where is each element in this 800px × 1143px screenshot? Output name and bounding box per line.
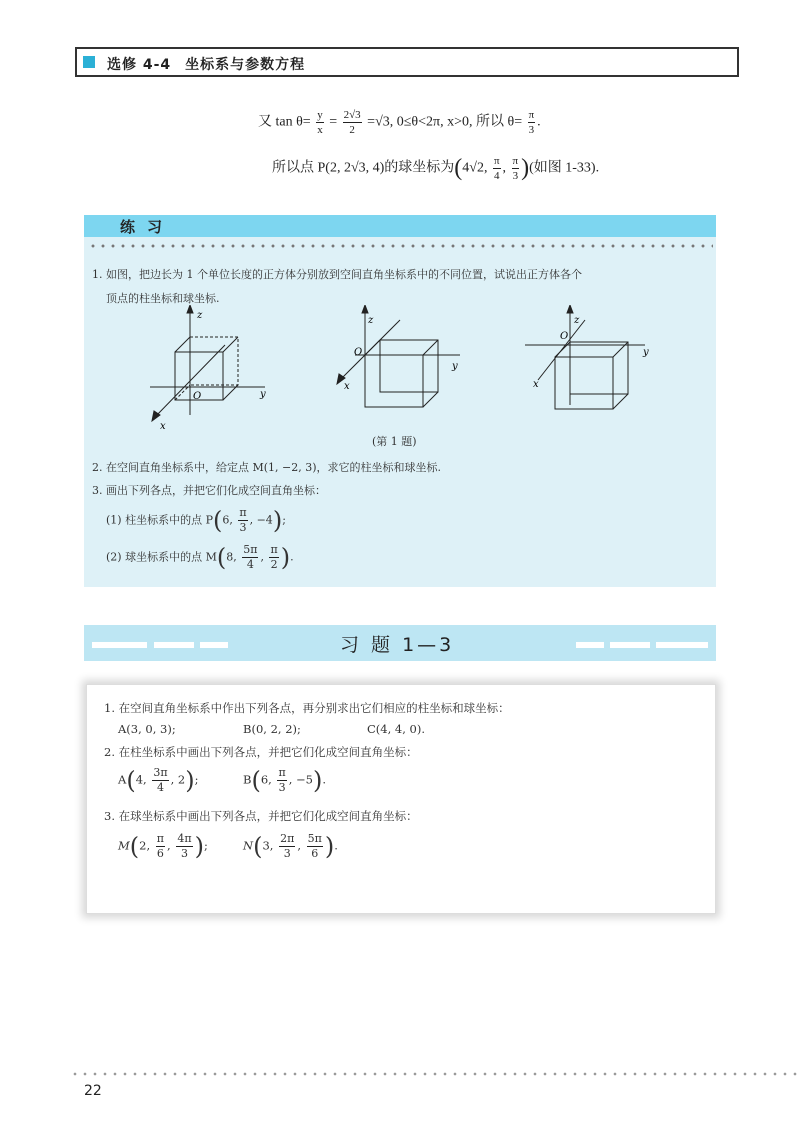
ex-text: (2) 球坐标系中的点 M: [106, 550, 217, 564]
fraction: [279, 832, 295, 861]
cube-edge: [423, 340, 438, 355]
den: 4: [246, 558, 254, 571]
axis-label-x: x: [533, 379, 539, 390]
z-arrow: [362, 305, 368, 313]
den: 6: [156, 847, 164, 860]
axis-label-y: y: [643, 347, 649, 358]
num: π: [512, 155, 519, 167]
problems-frame: [86, 684, 716, 914]
problem-2-point-a: A(4, $\frac{3\pi}{4}$ , 2);: [118, 766, 199, 795]
pr-text: M: [118, 838, 130, 853]
fraction: [277, 766, 286, 795]
num: π: [278, 766, 286, 779]
page-number: 22: [84, 1083, 102, 1099]
pr-text: B: [243, 772, 252, 787]
exercise-q1-line2: 顶点的柱坐标和球坐标.: [106, 292, 220, 305]
exercise-q3-1: (1) 柱坐标系中的点 P(6, $\frac{\pi}{3}$ , −4);: [106, 506, 286, 535]
ex-text: (1) 柱坐标系中的点 P: [106, 513, 213, 527]
cube-back: [380, 340, 438, 392]
num: π: [156, 832, 165, 845]
header-square-icon: [83, 56, 95, 68]
cube-edge: [555, 342, 570, 357]
exercise-title: 练习: [120, 218, 175, 236]
num: 4π: [177, 832, 192, 845]
problem-3-point-m: M(2, $\frac{\pi}{6}$ , $\frac{4\pi}{3}$ );: [118, 832, 208, 861]
intro-text: 所以点 P(2, 2√3, 4)的球坐标为: [272, 160, 455, 176]
pr-text: A: [118, 772, 127, 787]
axis-label-z: z: [368, 315, 374, 326]
paren: (: [253, 832, 263, 861]
ex-text: 6,: [222, 513, 233, 527]
axis-label-y: y: [260, 389, 266, 400]
den: 2: [349, 124, 355, 136]
paren: ): [272, 506, 283, 535]
fraction: [242, 543, 258, 572]
dotted-divider: [88, 244, 713, 248]
banner-stripe: [656, 642, 708, 648]
pr-text: , 2: [170, 772, 186, 787]
den: 4: [494, 170, 500, 182]
footer-dotted-divider: [70, 1072, 800, 1076]
problem-1-point-a: A(3, 0, 3);: [118, 722, 176, 736]
den: 3: [278, 781, 286, 794]
intro-text: 又 tan θ=: [258, 114, 311, 130]
paren: ): [312, 766, 323, 795]
cube-back: [570, 342, 628, 394]
header-title: [107, 54, 319, 74]
problem-1: 1. 在空间直角坐标系中作出下列各点，再分别求出它们相应的柱坐标和球坐标：: [104, 701, 510, 715]
axis-label-x: x: [160, 421, 166, 432]
pr-text: 6,: [260, 772, 272, 787]
cube-edge: [613, 394, 628, 409]
axis-label-z: z: [197, 310, 203, 321]
figure-caption: (第 1 题): [372, 435, 417, 448]
num: y: [317, 109, 323, 121]
origin-label: O: [560, 331, 569, 342]
axis-label-x: x: [344, 381, 350, 392]
intro-text: 4√2,: [462, 160, 488, 176]
pr-text: 2,: [139, 838, 151, 853]
banner-stripe: [154, 642, 194, 648]
origin-label: O: [193, 391, 202, 402]
pr-text: N: [243, 838, 254, 853]
intro-text: .: [537, 114, 541, 130]
ex-text: .: [290, 550, 294, 564]
num: π: [270, 543, 278, 556]
chapter-header: [75, 47, 739, 77]
paren: ): [280, 543, 291, 572]
den: 3: [528, 124, 535, 136]
exercise-q2: 2. 在空间直角坐标系中，给定点 M(1, −2, 3)，求它的柱坐标和球坐标.: [92, 461, 442, 474]
cube-edge: [613, 342, 628, 357]
banner-stripe: [576, 642, 604, 648]
den: 4: [156, 781, 164, 794]
fraction: [269, 543, 278, 572]
exercise-title-bar: [84, 215, 716, 237]
fraction: [316, 108, 324, 137]
den: 3: [283, 847, 291, 860]
problem-2: 2. 在柱坐标系中画出下列各点，并把它们化成空间直角坐标：: [104, 745, 418, 759]
pr-text: ,: [297, 838, 301, 853]
header-subject: 坐标系与参数方程: [185, 57, 306, 73]
num: 2π: [280, 832, 295, 845]
fraction: [343, 108, 362, 137]
cube-figure-3: [525, 305, 645, 409]
paren: (: [129, 832, 140, 861]
num: 5π: [243, 543, 258, 556]
paren: (: [251, 766, 261, 795]
cube-edge: [423, 392, 438, 407]
paren: (: [454, 155, 463, 181]
num: 2√3: [343, 109, 361, 121]
cube-front: [365, 355, 423, 407]
exercise-q1-line1: 1. 如图，把边长为 1 个单位长度的正方体分别放到空间直角坐标系中的不同位置，试说出正方体各个: [92, 268, 582, 281]
pr-text: , −5: [288, 772, 313, 787]
exercise-q3: 3. 画出下列各点，并把它们化成空间直角坐标：: [92, 484, 326, 497]
den: 3: [180, 847, 188, 860]
intro-text: =√3, 0≤θ<2π, x>0, 所以 θ=: [367, 114, 523, 130]
paren: ): [324, 832, 335, 861]
problem-3: 3. 在球坐标系中画出下列各点，并把它们化成空间直角坐标：: [104, 809, 418, 823]
fraction: [307, 832, 323, 861]
fraction: [493, 154, 501, 183]
paren: (: [212, 506, 223, 535]
z-arrow: [567, 305, 573, 313]
cube-edge: [175, 337, 190, 352]
banner-stripe: [92, 642, 147, 648]
fraction: [512, 154, 520, 183]
axis-label-z: z: [574, 315, 580, 326]
z-arrow: [187, 305, 193, 313]
header-series: 选修 4-4: [107, 57, 172, 73]
intro-text: (如图 1-33).: [529, 160, 600, 176]
num: π: [239, 506, 247, 519]
den: x: [317, 124, 323, 136]
cube-edge: [365, 340, 380, 355]
cube-figures: [140, 305, 680, 435]
num: 3π: [153, 766, 168, 779]
den: 3: [512, 170, 519, 182]
num: 5π: [307, 832, 322, 845]
problem-3-point-n: N(3, $\frac{2\pi}{3}$ , $\frac{5\pi}{6}$ ).: [243, 832, 338, 861]
problem-1-point-c: C(4, 4, 0).: [367, 722, 425, 736]
pr-text: 3,: [262, 838, 274, 853]
problem-1-point-b: B(0, 2, 2);: [243, 722, 301, 736]
banner-stripe: [610, 642, 650, 648]
den: 6: [311, 847, 319, 860]
paren: (: [216, 543, 227, 572]
paren: ): [194, 832, 204, 861]
pr-text: 4,: [135, 772, 147, 787]
paren: ): [185, 766, 195, 795]
origin-label: O: [354, 347, 363, 358]
fraction: [152, 766, 168, 795]
axis-label-y: y: [452, 361, 458, 372]
intro-text: =: [329, 114, 338, 130]
ex-text: ,: [260, 550, 264, 564]
intro-line-1: [258, 108, 541, 137]
exercise-q3-2: [106, 543, 294, 572]
cube-edge: [223, 337, 238, 352]
problem-2-point-b: B(6, $\frac{\pi}{3}$ , −5).: [243, 766, 326, 795]
den: 3: [239, 521, 247, 534]
paren: ): [521, 155, 530, 181]
num: π: [528, 109, 535, 121]
fraction: [238, 506, 247, 535]
fraction: [528, 108, 536, 137]
pr-text: ,: [167, 838, 171, 853]
cube-front: [555, 357, 613, 409]
fraction: [156, 832, 165, 861]
problems-title: 习 题 1—3: [340, 634, 455, 656]
ex-text: , −4: [249, 513, 273, 527]
paren: (: [126, 766, 136, 795]
banner-stripe: [200, 642, 228, 648]
den: 2: [270, 558, 278, 571]
num: π: [493, 155, 500, 167]
ex-text: 8,: [226, 550, 237, 564]
cube-figure-1: [150, 305, 265, 421]
intro-line-2: [272, 154, 599, 183]
fraction: [176, 832, 192, 861]
intro-text: ,: [502, 160, 507, 176]
